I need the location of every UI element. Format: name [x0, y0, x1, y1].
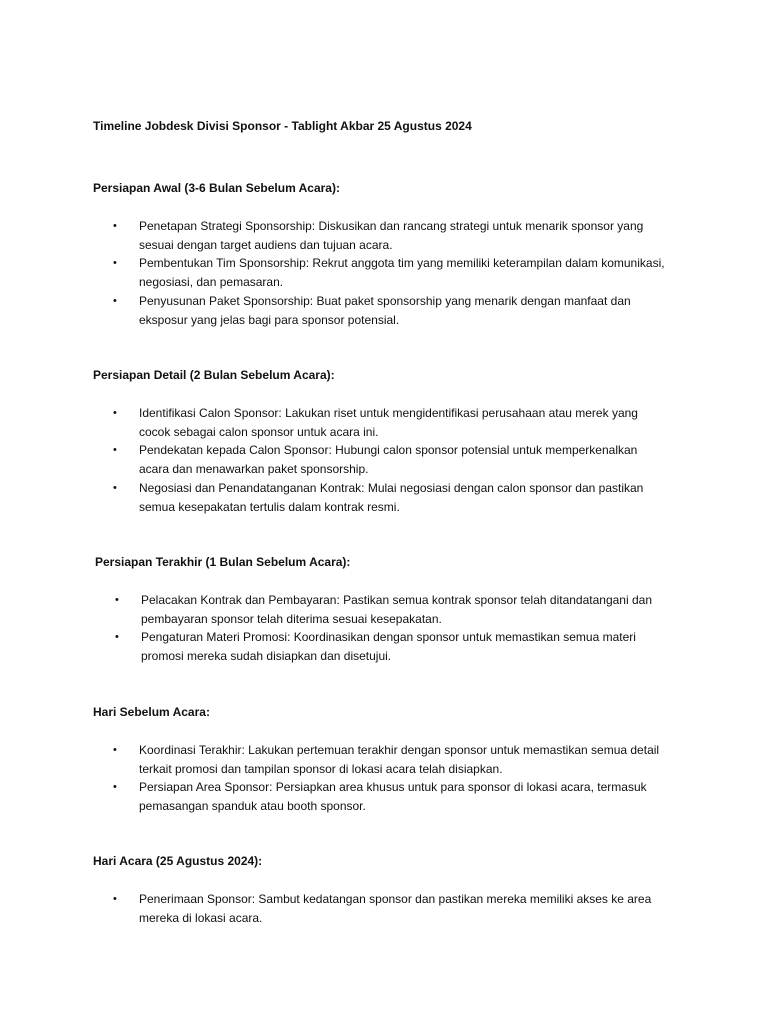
list-item-text: Pembentukan Tim Sponsorship: Rekrut anggota tim yang memiliki keterampilan dalam komunikasi, negosiasi, dan pemasaran. — [139, 256, 665, 290]
list-item — [93, 890, 693, 927]
bullet-icon: • — [113, 781, 117, 794]
list-item — [93, 404, 693, 441]
list-item-text: Koordinasi Terakhir: Lakukan pertemuan terakhir dengan sponsor untuk memastikan semua detail terkait promosi dan tampilan sponsor di lokasi acara telah disiapkan. — [139, 743, 660, 776]
bullet-icon: • — [115, 594, 119, 606]
list-item-text: Identifikasi Calon Sponsor: Lakukan riset untuk mengidentifikasi perusahaan atau merek yang cocok sebagai calon sponsor untuk acara ini. — [139, 406, 638, 439]
section — [93, 853, 693, 927]
bullet-icon: • — [113, 444, 117, 457]
bullet-icon: • — [113, 893, 117, 905]
list-item-text: Penyusunan Paket Sponsorship: Buat paket sponsorship yang menarik dengan manfaat dan eksposur yang jelas bagi para sponsor potensial. — [139, 293, 631, 327]
bullet-icon: • — [113, 481, 117, 494]
list-item — [93, 292, 693, 329]
bullet-list — [93, 404, 693, 516]
section-heading: Hari Sebelum Acara: — [93, 705, 210, 719]
section — [95, 554, 695, 666]
list-item — [93, 217, 693, 254]
list-item-text: Negosiasi dan Penandatanganan Kontrak: Mulai negosiasi dengan calon sponsor dan pastikan semua kesepakatan tertulis dalam kontrak resmi. — [139, 480, 644, 514]
list-item-text: Pengaturan Materi Promosi: Koordinasikan dengan sponsor untuk memastikan semua materi promosi mereka sudah disiapkan dan disetujui. — [141, 630, 636, 664]
bullet-list — [95, 591, 695, 666]
list-item — [93, 441, 693, 478]
list-item — [93, 479, 693, 516]
document-title: Timeline Jobdesk Divisi Sponsor - Tablight Akbar 25 Agustus 2024 — [93, 119, 472, 133]
list-item — [93, 741, 693, 778]
list-item-text: Persiapan Area Sponsor: Persiapkan area khusus untuk para sponsor di lokasi acara, termasuk pemasangan spanduk atau booth sponsor. — [139, 780, 647, 814]
section-heading: Persiapan Detail (2 Bulan Sebelum Acara): — [93, 368, 335, 382]
list-item-text: Pendekatan kepada Calon Sponsor: Hubungi calon sponsor potensial untuk memperkenalkan acara dan menawarkan paket sponsorship. — [139, 443, 638, 477]
section-heading: Persiapan Awal (3-6 Bulan Sebelum Acara): — [93, 181, 340, 195]
list-item — [93, 778, 693, 815]
bullet-icon: • — [115, 631, 119, 644]
section — [93, 180, 693, 329]
bullet-list — [93, 217, 693, 329]
section — [93, 704, 693, 816]
section-heading: Hari Acara (25 Agustus 2024): — [93, 854, 263, 868]
bullet-icon: • — [113, 257, 117, 270]
bullet-icon: • — [113, 220, 117, 232]
section-heading: Persiapan Terakhir (1 Bulan Sebelum Acara): — [95, 555, 351, 569]
section — [93, 367, 693, 516]
bullet-list — [93, 741, 693, 816]
list-item-text: Pelacakan Kontrak dan Pembayaran: Pastikan semua kontrak sponsor telah ditandatangani dan pembayaran sponsor telah diterima sesuai kesepakatan. — [141, 593, 652, 626]
list-item-text: Penetapan Strategi Sponsorship: Diskusikan dan rancang strategi untuk menarik sponsor yang sesuai dengan target audiens dan tujuan acara. — [139, 219, 644, 252]
list-item — [95, 591, 695, 628]
bullet-icon: • — [113, 407, 117, 419]
bullet-icon: • — [113, 294, 117, 307]
bullet-list — [93, 890, 693, 927]
list-item — [95, 628, 695, 665]
list-item — [93, 254, 693, 291]
bullet-icon: • — [113, 744, 117, 756]
list-item-text: Penerimaan Sponsor: Sambut kedatangan sponsor dan pastikan mereka memiliki akses ke area mereka di lokasi acara. — [139, 892, 652, 925]
